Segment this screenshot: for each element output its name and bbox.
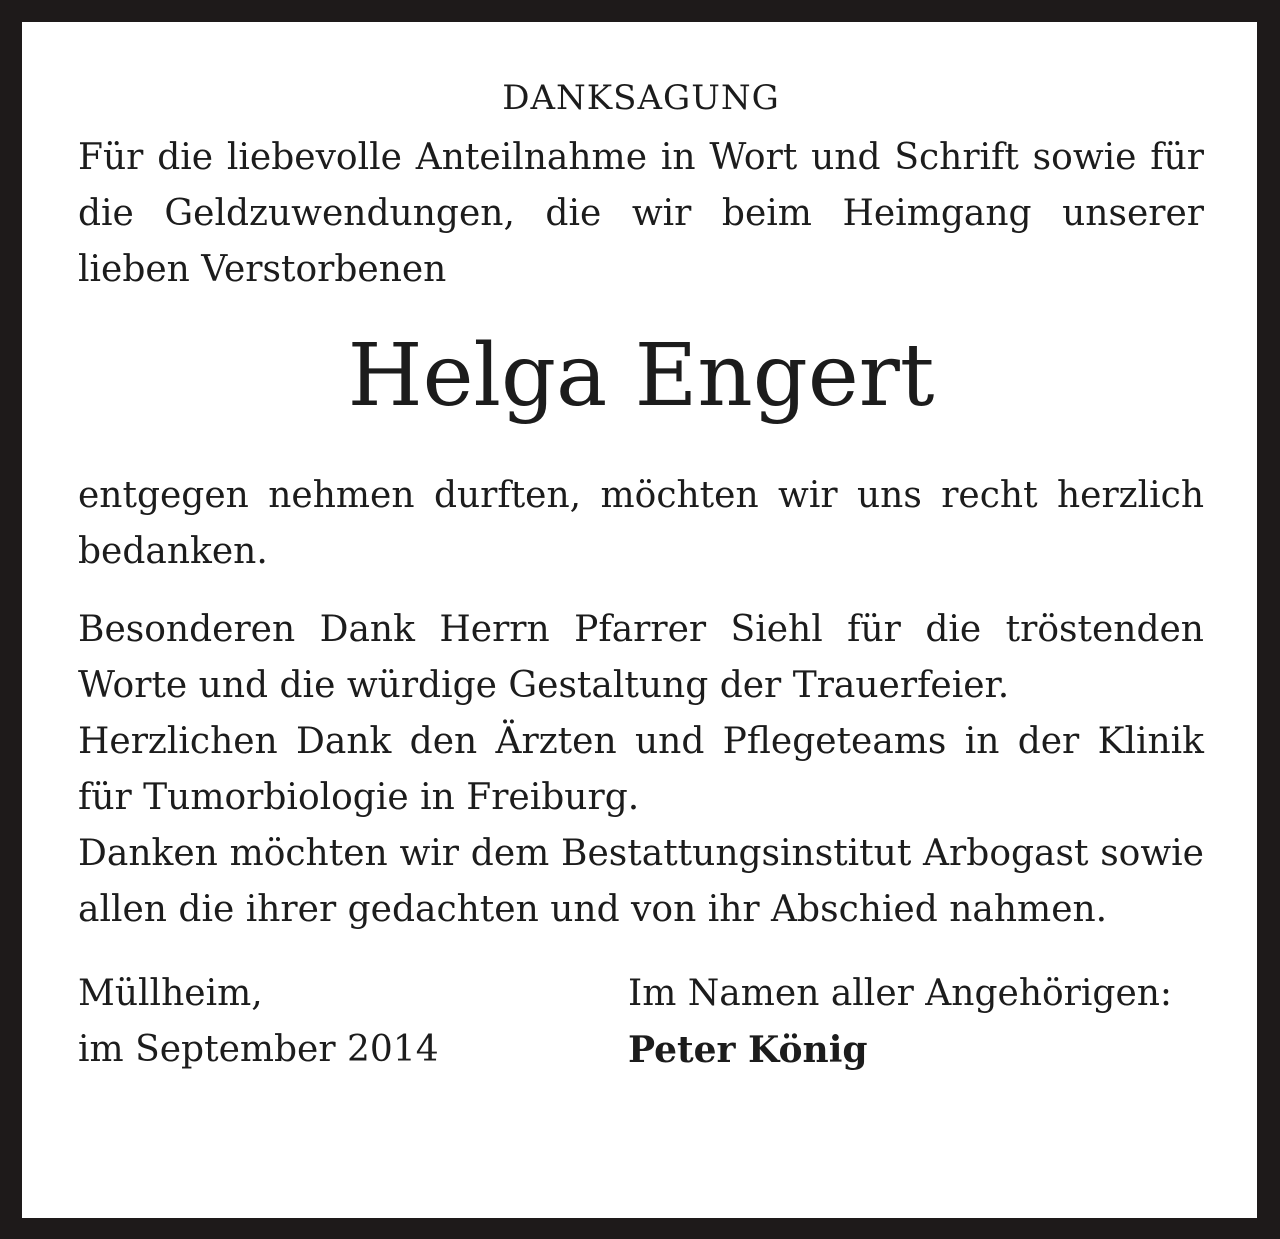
thanks-clinic: Herzlichen Dank den Ärzten und Pflegeteams in der Klinik für Tumorbiologie in Freiburg. (78, 721, 1204, 818)
intro-paragraph: Für die liebevolle Anteilnahme in Wort und Schrift sowie für die Geldzuwendungen, die wir beim Heimgang unserer lieben Verstorbenen (78, 137, 1204, 290)
notice-content (78, 72, 1204, 1086)
place: Müllheim, (78, 973, 263, 1014)
notice-footer (78, 966, 1204, 1086)
notice-heading: DANKSAGUNG (502, 78, 780, 118)
place-date (78, 966, 439, 1078)
date: im September 2014 (78, 1029, 439, 1070)
paragraph-gap (78, 580, 1204, 602)
continuation-paragraph: entgegen nehmen durften, möchten wir uns recht herzlich bedanken. (78, 475, 1204, 572)
thanks-funeral-home: Danken möchten wir dem Bestattungsinstitut Arbogast sowie allen die ihrer gedachten und von ihr Abschied nahmen. (78, 833, 1204, 930)
thanks-pastor: Besonderen Dank Herrn Pfarrer Siehl für die tröstenden Worte und die würdige Gestaltung der Trauerfeier. (78, 609, 1204, 706)
obituary-notice (22, 22, 1257, 1218)
signature-block (628, 966, 1172, 1078)
signature-name: Peter König (628, 1029, 868, 1071)
signature-intro: Im Namen aller Angehörigen: (628, 973, 1173, 1014)
deceased-name: Helga Engert (347, 326, 935, 426)
